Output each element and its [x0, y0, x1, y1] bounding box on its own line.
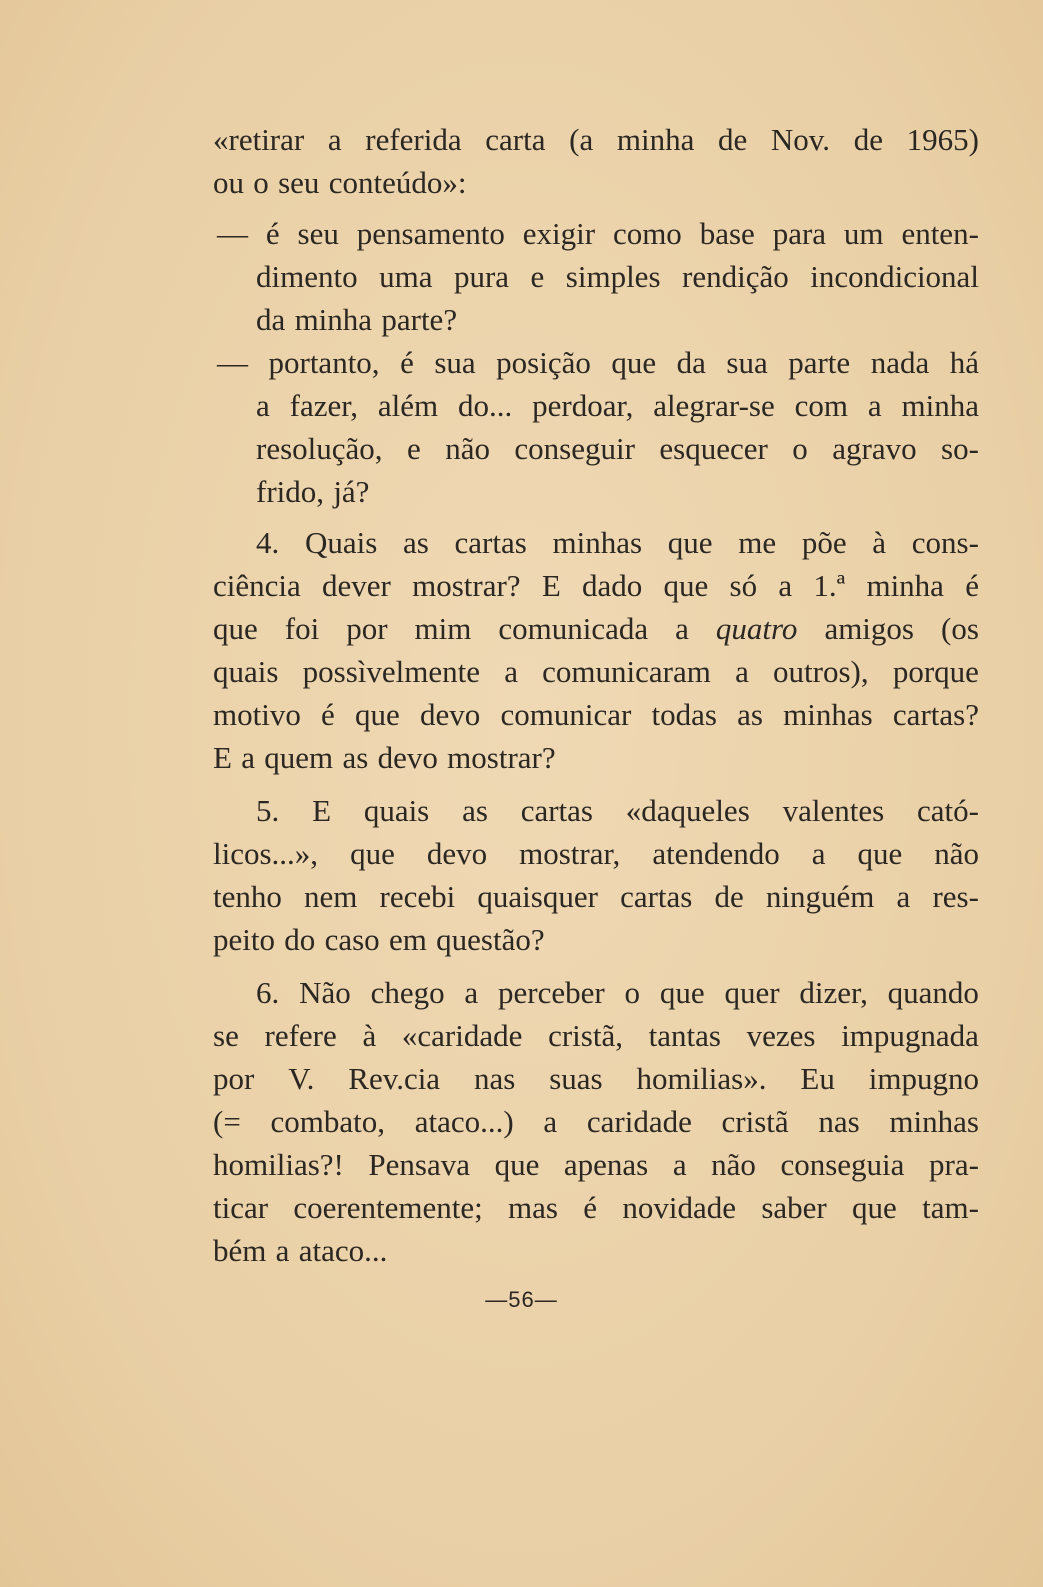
text-line: por V. Rev.cia nas suas homilias». Eu impugno — [213, 1061, 979, 1096]
text-line: tenho nem recebi quaisquer cartas de ninguém a res- — [213, 879, 979, 914]
text-line: «retirar a referida carta (a minha de Nov. de 1965) — [213, 122, 979, 157]
page-number: —56— — [485, 1287, 558, 1312]
text-line: E a quem as devo mostrar? — [213, 740, 556, 775]
text-line: da minha parte? — [256, 302, 458, 337]
text-line: 6. Não chego a perceber o que quer dizer, quando — [256, 975, 979, 1010]
text-line: ciência dever mostrar? E dado que só a 1.ª minha é — [213, 568, 979, 603]
text-line: quais possìvelmente a comunicaram a outros), porque — [213, 654, 979, 689]
text-line: ticar coerentemente; mas é novidade saber que tam- — [213, 1190, 979, 1225]
text-line: frido, já? — [256, 474, 370, 509]
text-line: a fazer, além do... perdoar, alegrar-se com a minha — [256, 388, 979, 423]
text-line: licos...», que devo mostrar, atendendo a que não — [213, 836, 979, 871]
text-line: bém a ataco... — [213, 1233, 388, 1268]
text-line: motivo é que devo comunicar todas as minhas cartas? — [213, 697, 979, 732]
text-line: — é seu pensamento exigir como base para um enten- — [217, 216, 979, 251]
text-line: 5. E quais as cartas «daqueles valentes cató- — [256, 793, 979, 828]
text-line: que foi por mim comunicada a quatro amigos (os — [213, 611, 979, 646]
body-text — [213, 118, 979, 1272]
text-line: — portanto, é sua posição que da sua parte nada há — [217, 345, 979, 380]
text-line: resolução, e não conseguir esquecer o agravo so- — [256, 431, 979, 466]
text-line: ou o seu conteúdo»: — [213, 165, 467, 200]
text-line: 4. Quais as cartas minhas que me põe à cons- — [256, 525, 979, 560]
text-line: homilias?! Pensava que apenas a não conseguia pra- — [213, 1147, 979, 1182]
text-line: (= combato, ataco...) a caridade cristã nas minhas — [213, 1104, 979, 1139]
text-line: se refere à «caridade cristã, tantas vezes impugnada — [213, 1018, 979, 1053]
text-line: peito do caso em questão? — [213, 922, 545, 957]
text-line: dimento uma pura e simples rendição incondicional — [256, 259, 979, 294]
